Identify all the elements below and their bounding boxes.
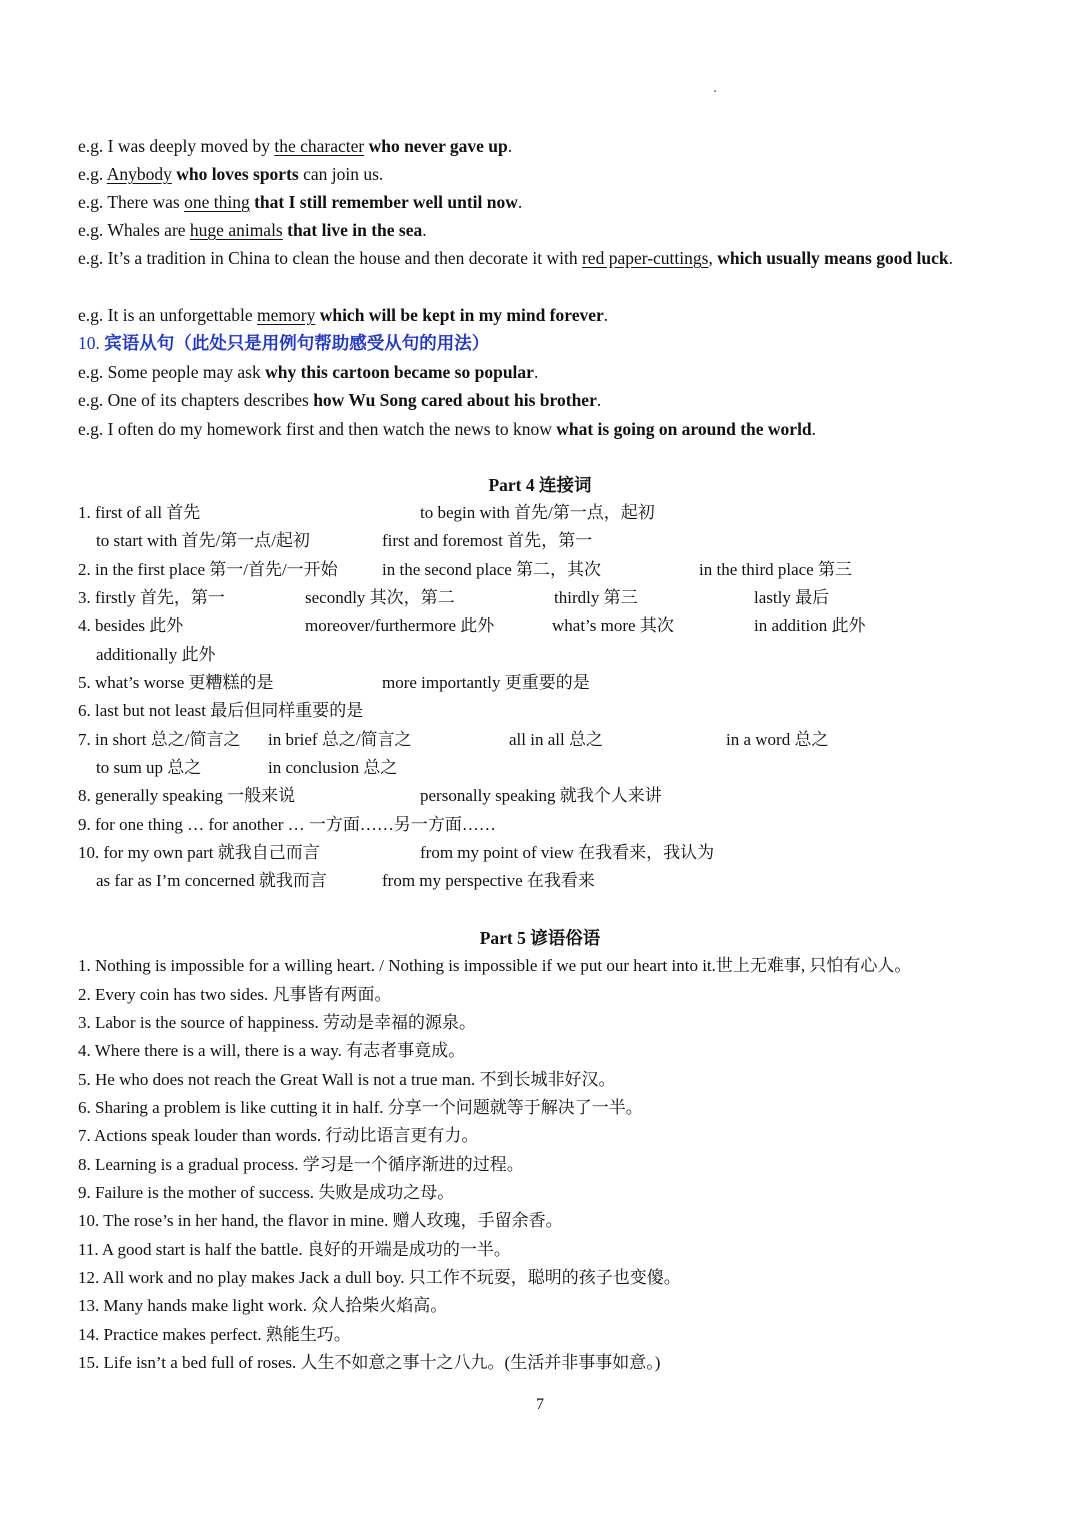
page-number: 7 (536, 1396, 544, 1413)
connector-item: lastly 最后 (754, 588, 830, 607)
proverb-item: 4. Where there is a will, there is a way. 有志者事竟成。 (78, 1041, 466, 1060)
connector-item: as far as I’m concerned 就我而言 (96, 871, 327, 890)
connector-item: to begin with 首先/第一点，起初 (420, 503, 655, 522)
proverb-item: 12. All work and no play makes Jack a dull boy. 只工作不玩耍，聪明的孩子也变傻。 (78, 1268, 681, 1287)
stray-dot (714, 90, 716, 92)
connector-item: 3. firstly 首先，第一 (78, 588, 225, 607)
example-line: e.g. I often do my homework first and then watch the news to know what is going on around the world. (78, 419, 817, 439)
proverb-item: 2. Every coin has two sides. 凡事皆有两面。 (78, 985, 392, 1004)
connector-item: in a word 总之 (726, 730, 829, 749)
connector-item: 5. what’s worse 更糟糕的是 (78, 673, 274, 692)
example-line: e.g. Whales are huge animals that live in the sea. (78, 220, 427, 240)
connector-item: in the second place 第二，其次 (382, 560, 602, 579)
connector-item: to sum up 总之 (96, 758, 202, 777)
connector-item: 7. in short 总之/简言之 (78, 730, 241, 749)
part5-title: Part 5 谚语俗语 (479, 928, 601, 948)
connector-item: 6. last but not least 最后但同样重要的是 (78, 701, 364, 720)
section-heading-object-clause: 10. 宾语从句（此处只是用例句帮助感受从句的用法） (78, 333, 490, 353)
connector-item: personally speaking 就我个人来讲 (420, 786, 662, 805)
connector-item: 9. for one thing … for another … 一方面……另一方面…… (78, 815, 496, 834)
proverb-item: 13. Many hands make light work. 众人拾柴火焰高。 (78, 1296, 448, 1315)
connector-item: thirdly 第三 (554, 588, 638, 607)
proverb-item: 14. Practice makes perfect. 熟能生巧。 (78, 1325, 351, 1344)
connector-item: from my point of view 在我看来，我认为 (420, 843, 715, 862)
connector-item: in addition 此外 (754, 616, 866, 635)
example-line: e.g. It’s a tradition in China to clean the house and then decorate it with red paper-cuttings, which usually means good luck. (78, 248, 954, 268)
connector-item: secondly 其次，第二 (305, 588, 455, 607)
example-line: e.g. Anybody who loves sports can join us. (78, 164, 384, 184)
proverb-item: 6. Sharing a problem is like cutting it in half. 分享一个问题就等于解决了一半。 (78, 1098, 643, 1117)
part4-title: Part 4 连接词 (488, 475, 592, 495)
connector-item: to start with 首先/第一点/起初 (96, 531, 310, 550)
connector-item: all in all 总之 (509, 730, 603, 749)
example-line: e.g. Some people may ask why this cartoon became so popular. (78, 362, 539, 382)
connector-item: 4. besides 此外 (78, 616, 184, 635)
proverb-item: 8. Learning is a gradual process. 学习是一个循序渐进的过程。 (78, 1155, 524, 1174)
example-line: e.g. I was deeply moved by the character who never gave up. (78, 136, 513, 156)
connector-item: in brief 总之/简言之 (268, 730, 412, 749)
connector-item: what’s more 其次 (552, 616, 674, 635)
connector-item: moreover/furthermore 此外 (305, 616, 495, 635)
connector-item: from my perspective 在我看来 (382, 871, 595, 890)
connector-item: 8. generally speaking 一般来说 (78, 786, 296, 805)
connector-item: 2. in the first place 第一/首先/一开始 (78, 560, 338, 579)
proverb-item: 15. Life isn’t a bed full of roses. 人生不如意之事十之八九。(生活并非事事如意。) (78, 1353, 661, 1372)
proverb-item: 9. Failure is the mother of success. 失败是成功之母。 (78, 1183, 455, 1202)
connector-item: more importantly 更重要的是 (382, 673, 590, 692)
proverb-item: 7. Actions speak louder than words. 行动比语言更有力。 (78, 1126, 479, 1145)
proverb-item: 10. The rose’s in her hand, the flavor in mine. 赠人玫瑰，手留余香。 (78, 1211, 563, 1230)
example-line: e.g. There was one thing that I still remember well until now. (78, 192, 523, 212)
connector-item: 10. for my own part 就我自己而言 (78, 843, 320, 862)
example-line: e.g. It is an unforgettable memory which will be kept in my mind forever. (78, 305, 609, 325)
connector-item: additionally 此外 (96, 645, 216, 664)
connector-item: 1. first of all 首先 (78, 503, 201, 522)
connector-item: in the third place 第三 (699, 560, 852, 579)
proverb-item: 1. Nothing is impossible for a willing heart. / Nothing is impossible if we put our heart into it.世上无难事, 只怕有心人。 (78, 956, 912, 975)
proverb-item: 3. Labor is the source of happiness. 劳动是幸福的源泉。 (78, 1013, 477, 1032)
proverb-item: 5. He who does not reach the Great Wall is not a true man. 不到长城非好汉。 (78, 1070, 616, 1089)
example-line: e.g. One of its chapters describes how Wu Song cared about his brother. (78, 390, 602, 410)
proverb-item: 11. A good start is half the battle. 良好的开端是成功的一半。 (78, 1240, 511, 1259)
connector-item: first and foremost 首先，第一 (382, 531, 593, 550)
connector-item: in conclusion 总之 (268, 758, 398, 777)
